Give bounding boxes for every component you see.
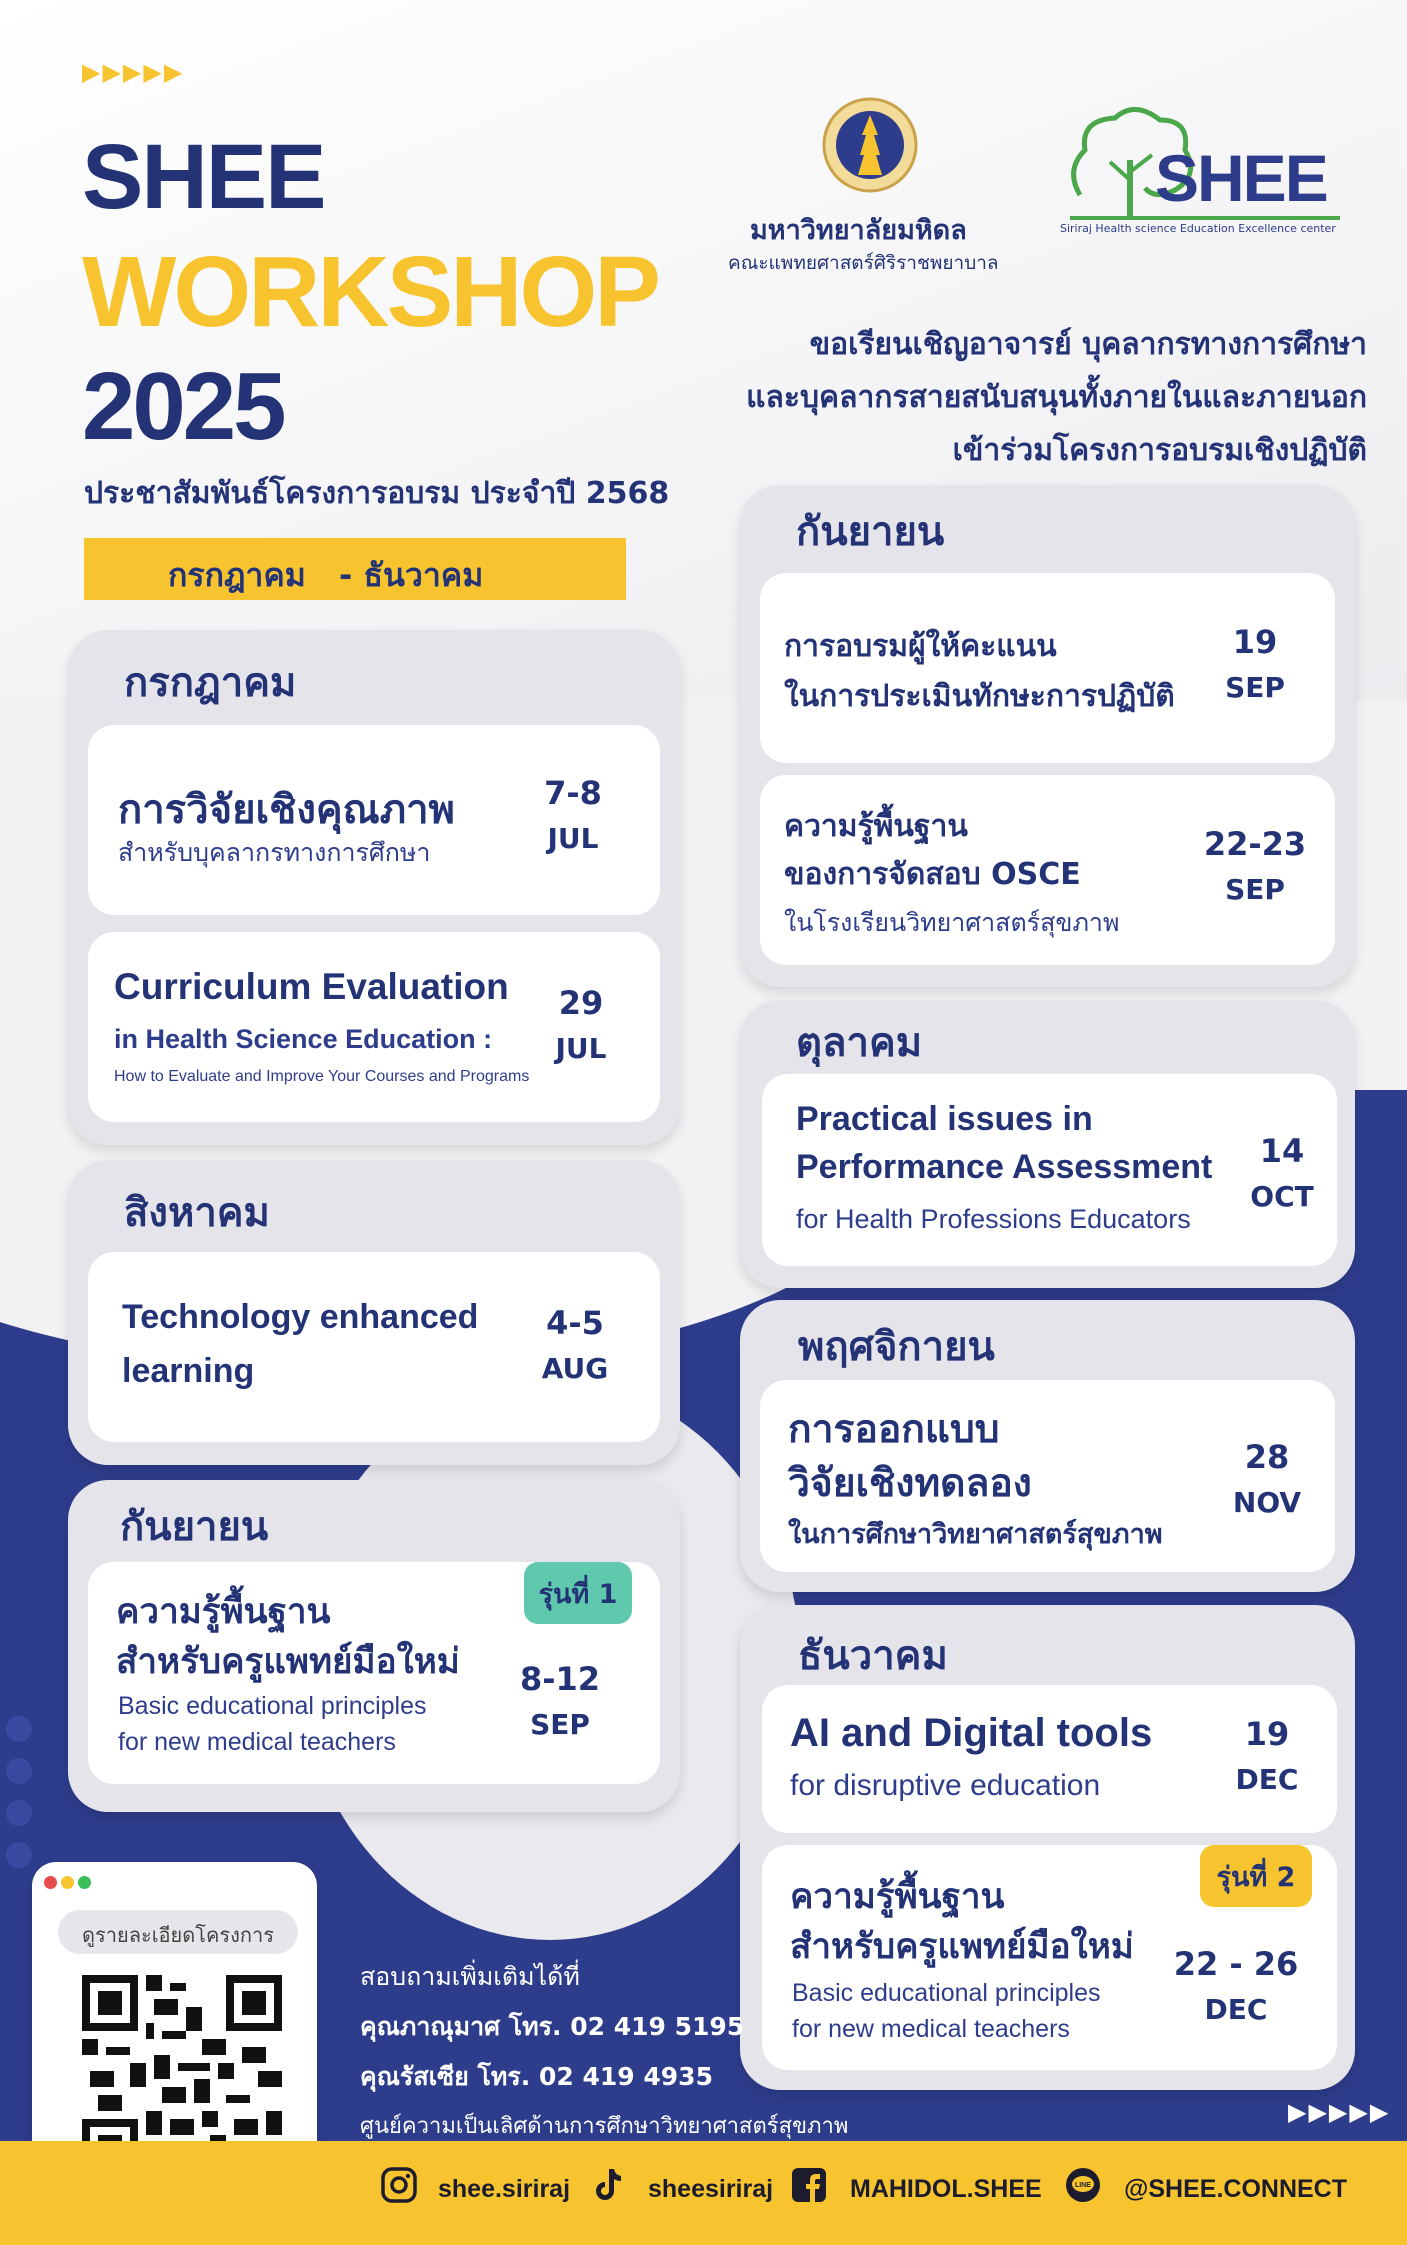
line-handle[interactable]: @SHEE.CONNECT	[1124, 2175, 1348, 2203]
event-date	[518, 770, 628, 862]
panel-title: กรกฎาคม	[124, 660, 297, 706]
contact-heading: สอบถามเพิ่มเติมได้ที่	[360, 1962, 580, 1991]
event-title: ความรู้พื้นฐาน	[784, 809, 968, 844]
event-date	[1190, 821, 1320, 913]
contact-organization: ศูนย์ความเป็นเลิศด้านการศึกษาวิทยาศาสตร์สุขภาพ	[360, 2114, 849, 2139]
panel-october	[740, 1000, 1355, 1288]
event-day: 19	[1244, 1715, 1290, 1753]
event-date	[1222, 1711, 1312, 1803]
social-footer	[0, 2141, 1407, 2245]
event-month: SEP	[1225, 671, 1285, 704]
event-title: ความรู้พื้นฐาน	[116, 1592, 331, 1632]
event-subtitle: for disruptive education	[790, 1769, 1101, 1802]
facebook-icon[interactable]	[790, 2166, 828, 2204]
panel-august	[68, 1160, 680, 1465]
panel-title: ตุลาคม	[796, 1020, 923, 1066]
event-card[interactable]	[760, 775, 1335, 965]
mahidol-name: มหาวิทยาลัยมหิดล	[750, 215, 967, 246]
event-card[interactable]	[88, 1252, 660, 1442]
invitation-line: และบุคลากรสายสนับสนุนทั้งภายในและภายนอก	[746, 380, 1367, 415]
event-subtitle: Basic educational principles	[792, 1979, 1101, 2007]
panel-november	[740, 1300, 1355, 1592]
event-date	[1156, 1941, 1316, 2033]
event-title: การออกแบบ	[788, 1407, 1000, 1452]
event-subtitle: ในการศึกษาวิทยาศาสตร์สุขภาพ	[788, 1519, 1163, 1550]
event-month: SEP	[530, 1708, 590, 1741]
event-subtitle: in Health Science Education :	[114, 1024, 493, 1054]
event-title: AI and Digital tools	[790, 1711, 1153, 1755]
event-day: 19	[1232, 623, 1278, 661]
event-title: ความรู้พื้นฐาน	[790, 1877, 1005, 1917]
arrows-decoration: ▶▶▶▶▶	[1288, 2098, 1391, 2126]
panel-title: ธันวาคม	[798, 1633, 948, 1679]
event-day: 4-5	[546, 1304, 604, 1342]
event-date	[520, 1300, 630, 1392]
contact-phone: คุณภาณุมาศ โทร. 02 419 5195	[360, 2012, 745, 2041]
mahidol-faculty: คณะแพทยศาสตร์ศิริราชพยาบาล	[728, 252, 999, 274]
range-start: กรกฎาคม	[168, 556, 306, 594]
decorative-dots	[0, 1700, 40, 1900]
event-date	[1242, 1128, 1322, 1220]
event-title: การวิจัยเชิงคุณภาพ	[118, 787, 455, 833]
event-title: การอบรมผู้ให้คะแนน	[784, 629, 1057, 664]
panel-september-left	[68, 1480, 680, 1812]
event-title-line2: สำหรับครูแพทย์มือใหม่	[116, 1642, 460, 1682]
event-title: Practical issues in	[796, 1100, 1093, 1138]
title-shee: SHEE	[82, 126, 325, 228]
event-month: AUG	[541, 1352, 609, 1385]
event-subtitle-line2: for new medical teachers	[118, 1728, 396, 1756]
event-card[interactable]	[88, 1562, 660, 1784]
event-subtitle: สำหรับบุคลากรทางการศึกษา	[118, 838, 431, 867]
event-card[interactable]	[760, 573, 1335, 763]
event-month: OCT	[1250, 1180, 1314, 1213]
invitation-line: ขอเรียนเชิญอาจารย์ บุคลากรทางการศึกษา	[809, 327, 1367, 362]
cohort-badge: รุ่นที่ 1	[524, 1562, 632, 1624]
invitation-text	[746, 318, 1367, 477]
event-card[interactable]	[760, 1380, 1335, 1572]
facebook-handle[interactable]: MAHIDOL.SHEE	[850, 2175, 1042, 2203]
event-title-line2: ในการประเมินทักษะการปฏิบัติ	[784, 679, 1175, 714]
line-app-icon[interactable]	[1064, 2166, 1102, 2204]
event-card[interactable]	[762, 1685, 1337, 1833]
cohort-badge: รุ่นที่ 2	[1200, 1845, 1312, 1907]
event-day: 7-8	[544, 774, 602, 812]
title-workshop: WORKSHOP	[82, 236, 658, 348]
tiktok-handle[interactable]: sheesiriraj	[648, 2175, 774, 2203]
event-date	[546, 980, 616, 1072]
event-day: 8-12	[519, 1660, 601, 1698]
event-title-line2: วิจัยเชิงทดลอง	[788, 1461, 1032, 1506]
event-date	[1210, 619, 1300, 711]
title-year: 2025	[82, 353, 284, 460]
event-subtitle: ในโรงเรียนวิทยาศาสตร์สุขภาพ	[784, 908, 1120, 937]
panel-title: พฤศจิกายน	[798, 1324, 995, 1370]
event-month: JUL	[555, 1032, 607, 1065]
contact-info	[360, 1952, 848, 2152]
event-card[interactable]	[88, 725, 660, 915]
event-day: 29	[558, 984, 604, 1022]
panel-title: กันยายน	[796, 509, 945, 555]
event-month: DEC	[1235, 1763, 1299, 1796]
panel-title: กันยายน	[120, 1504, 269, 1550]
event-subtitle-line2: for new medical teachers	[792, 2015, 1070, 2043]
event-date	[500, 1656, 620, 1748]
event-month: JUL	[547, 822, 599, 855]
event-card[interactable]	[88, 932, 660, 1122]
panel-title: สิงหาคม	[124, 1190, 270, 1236]
qr-label: ดูรายละเอียดโครงการ	[58, 1910, 298, 1954]
event-month: SEP	[1225, 873, 1285, 906]
event-day: 14	[1259, 1132, 1305, 1170]
instagram-icon[interactable]	[380, 2166, 418, 2204]
shee-logo-text: SHEE	[1155, 141, 1327, 215]
event-date	[1222, 1434, 1312, 1526]
panel-july	[68, 630, 680, 1145]
mahidol-seal-icon	[820, 90, 920, 210]
event-title: Technology enhanced	[122, 1298, 479, 1336]
instagram-handle[interactable]: shee.siriraj	[438, 2175, 571, 2203]
event-day: 22-23	[1203, 825, 1307, 863]
event-month: DEC	[1204, 1993, 1268, 2026]
subtitle: ประชาสัมพันธ์โครงการอบรม ประจำปี 2568	[84, 476, 670, 511]
event-title-line2: สำหรับครูแพทย์มือใหม่	[790, 1927, 1134, 1967]
event-title-line2: Performance Assessment	[796, 1148, 1213, 1186]
event-month: NOV	[1232, 1486, 1302, 1519]
tiktok-icon[interactable]	[588, 2166, 626, 2204]
event-title: Curriculum Evaluation	[114, 966, 509, 1007]
event-title-line2: ของการจัดสอบ OSCE	[784, 857, 1081, 892]
range-end: - ธันวาคม	[339, 556, 484, 594]
panel-september-right	[740, 485, 1355, 987]
event-card[interactable]	[762, 1074, 1337, 1266]
event-day: 28	[1244, 1438, 1290, 1476]
event-subtitle: Basic educational principles	[118, 1692, 427, 1720]
svg-text:LINE: LINE	[1075, 2182, 1091, 2189]
contact-phone: คุณรัสเซีย โทร. 02 419 4935	[360, 2062, 713, 2091]
event-subtitle: for Health Professions Educators	[796, 1204, 1191, 1234]
invitation-line: เข้าร่วมโครงการอบรมเชิงปฏิบัติ	[952, 433, 1367, 468]
date-range-bar	[84, 538, 626, 600]
event-title-line2: learning	[122, 1352, 255, 1390]
event-detail: How to Evaluate and Improve Your Courses and Programs	[114, 1068, 530, 1085]
event-day: 22 - 26	[1173, 1945, 1299, 1983]
arrows-decoration: ▶▶▶▶▶	[82, 58, 185, 86]
shee-logo-subtext: Siriraj Health science Education Excellence center	[1060, 222, 1336, 235]
window-dots	[44, 1874, 95, 1893]
